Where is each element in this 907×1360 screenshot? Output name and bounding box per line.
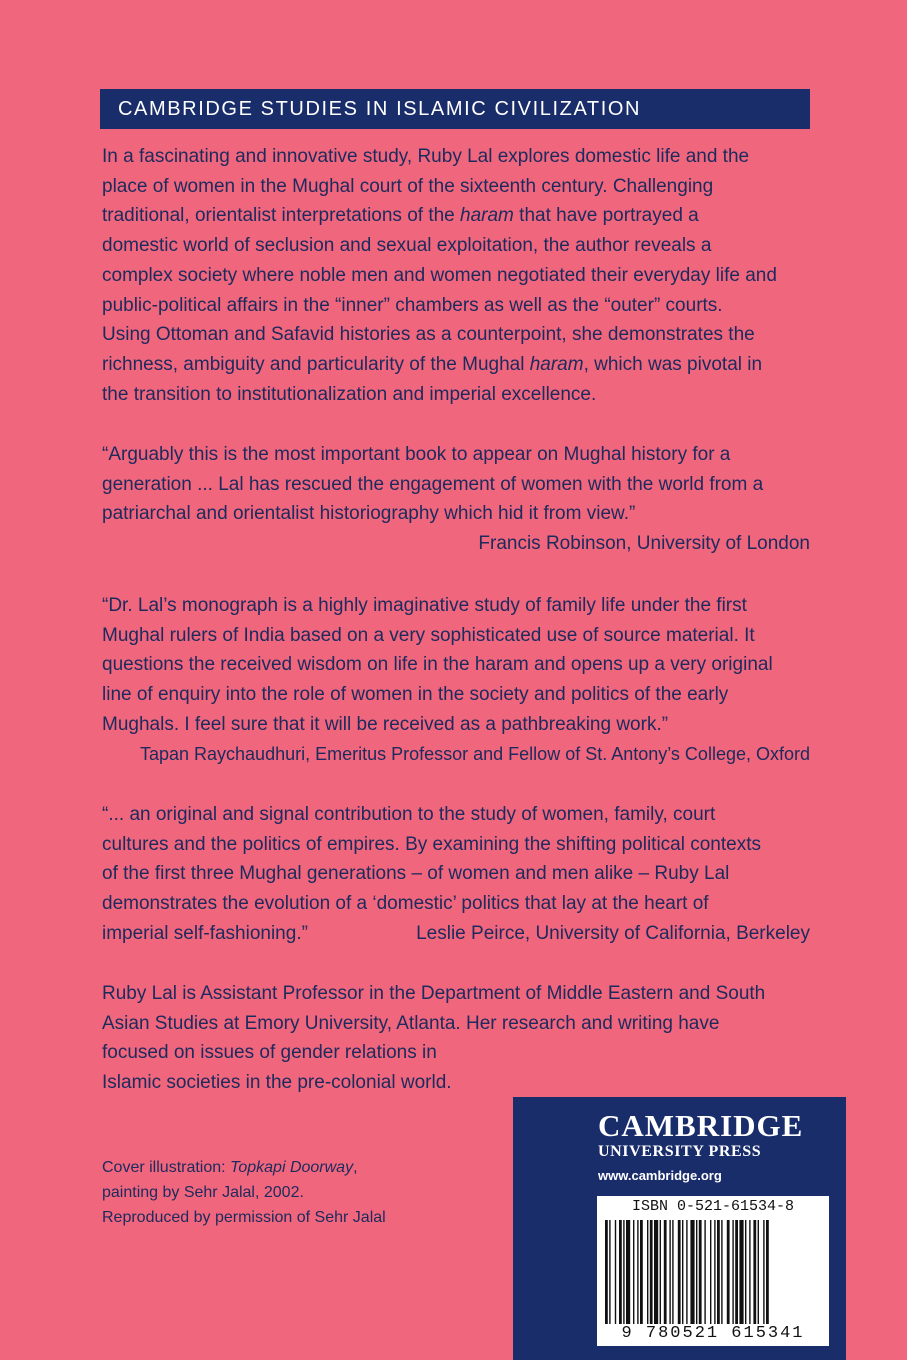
- bio-line: Ruby Lal is Assistant Professor in the Department of Middle Eastern and South: [102, 983, 766, 1004]
- barcode-bar: [626, 1220, 630, 1324]
- barcode-bar: [739, 1220, 743, 1324]
- review-quote: [102, 800, 810, 949]
- barcode-bar: [749, 1220, 750, 1324]
- credit-text: ,: [353, 1159, 358, 1176]
- isbn-label: ISBN 0-521-61534-8: [631, 1198, 795, 1215]
- barcode-bar: [714, 1220, 715, 1324]
- quote-attribution: Francis Robinson, University of London: [478, 533, 810, 555]
- quote-line: “Arguably this is the most important book to appear on Mughal history for a: [102, 444, 731, 465]
- publisher-press: UNIVERSITY PRESS: [598, 1143, 762, 1160]
- quote-line: line of enquiry into the role of women in the society and politics of the early: [102, 684, 729, 706]
- blurb-text: , which was pivotal in: [583, 353, 763, 375]
- barcode-bar: [710, 1220, 711, 1324]
- barcode-bar: [615, 1220, 616, 1324]
- blurb-line: place of women in the Mughal court of the sixteenth century. Challenging: [102, 175, 714, 197]
- barcode-bar: [763, 1220, 764, 1324]
- credit-title: Topkapi Doorway: [230, 1159, 354, 1176]
- credit-line: [102, 1155, 432, 1180]
- barcode-bar: [732, 1220, 733, 1324]
- barcode-bar: [623, 1220, 624, 1324]
- blurb-line: the transition to institutionalization and imperial excellence.: [102, 383, 597, 405]
- bio-line: Asian Studies at Emory University, Atlanta. Her research and writing have: [102, 1012, 720, 1034]
- barcode-bar: [609, 1220, 610, 1324]
- credit-line: Reproduced by permission of Sehr Jalal: [102, 1209, 386, 1226]
- quote-attribution: Tapan Raychaudhuri, Emeritus Professor and Fellow of St. Antony’s College, Oxford: [139, 743, 810, 764]
- ean-number: 9 780521 615341: [621, 1324, 805, 1343]
- barcode-bar: [672, 1220, 673, 1324]
- barcode-bar: [753, 1220, 756, 1324]
- barcode-bar: [686, 1220, 687, 1324]
- quote-line: “Dr. Lal’s monograph is a highly imaginative study of family life under the first: [102, 595, 747, 616]
- quote-line: questions the received wisdom on life in the haram and opens up a very original: [102, 654, 773, 676]
- bio-line: focused on issues of gender relations in: [102, 1042, 437, 1064]
- blurb-line: [102, 350, 810, 380]
- barcode-bar: [745, 1220, 746, 1324]
- blurb-text: that have portrayed a: [513, 205, 699, 227]
- barcode-bar: [727, 1220, 730, 1324]
- quote-line: demonstrates the evolution of a ‘domestic’ politics that lay at the heart of: [102, 893, 709, 915]
- barcode-bar: [605, 1220, 608, 1324]
- credit-text: Cover illustration:: [102, 1159, 231, 1176]
- barcode-bar: [721, 1220, 722, 1324]
- blurb-italic: haram: [460, 205, 514, 227]
- quote-line: imperial self-fashioning.”: [102, 922, 308, 944]
- bio-line: Islamic societies in the pre-colonial world.: [102, 1072, 452, 1094]
- barcode-bar: [619, 1220, 622, 1324]
- barcode-bar: [766, 1220, 769, 1324]
- barcode-bar: [637, 1220, 638, 1324]
- barcode: [597, 1196, 829, 1346]
- publisher-name: CAMBRIDGE: [598, 1108, 804, 1143]
- author-bio: [102, 979, 810, 1098]
- barcode-bar: [717, 1220, 720, 1324]
- blurb-line: In a fascinating and innovative study, Ruby Lal explores domestic life and the: [102, 146, 750, 167]
- review-quote: [102, 440, 810, 559]
- series-banner: [100, 89, 810, 129]
- quote-line: patriarchal and orientalist historiography which hid it from view.”: [102, 503, 636, 525]
- blurb-line: public-political affairs in the “inner” chambers as well as the “outer” courts.: [102, 294, 723, 316]
- blurb-line: Using Ottoman and Safavid histories as a counterpoint, she demonstrates the: [102, 324, 755, 346]
- blurb-text: richness, ambiguity and particularity of the Mughal: [102, 353, 530, 375]
- blurb-line: domestic world of seclusion and sexual exploitation, the author reveals a: [102, 235, 712, 257]
- barcode-bar: [735, 1220, 738, 1324]
- blurb-line: complex society where noble men and women negotiated their everyday life and: [102, 264, 777, 286]
- publisher-block: [513, 1097, 846, 1360]
- barcode-bar: [682, 1220, 683, 1324]
- barcode-bar: [678, 1220, 681, 1324]
- quote-attribution: Leslie Peirce, University of California, Berkeley: [416, 922, 810, 944]
- description-blurb: [102, 142, 810, 409]
- barcode-bar: [647, 1220, 648, 1324]
- barcode-bar: [640, 1220, 643, 1324]
- quote-last-line: [102, 919, 810, 949]
- barcode-bar: [664, 1220, 667, 1324]
- quote-line: Mughal rulers of India based on a very sophisticated use of source material. It: [102, 624, 755, 646]
- barcode-bar: [633, 1220, 634, 1324]
- barcode-bar: [660, 1220, 661, 1324]
- barcode-bar: [699, 1220, 702, 1324]
- quote-line: “... an original and signal contribution to the study of women, family, court: [102, 804, 716, 825]
- review-quote: [102, 591, 810, 769]
- barcode-bar: [654, 1220, 658, 1324]
- barcode-bars: [605, 1220, 821, 1324]
- blurb-line: [102, 201, 810, 231]
- barcode-bar: [690, 1220, 694, 1324]
- barcode-bar: [669, 1220, 670, 1324]
- quote-line: Mughals. I feel sure that it will be received as a pathbreaking work.”: [102, 713, 669, 735]
- quote-line: of the first three Mughal generations – of women and men alike – Ruby Lal: [102, 863, 730, 885]
- blurb-italic: haram: [529, 353, 584, 375]
- barcode-bar: [650, 1220, 653, 1324]
- blurb-text: traditional, orientalist interpretations of the: [102, 205, 461, 227]
- barcode-bar: [704, 1220, 705, 1324]
- quote-line: generation ... Lal has rescued the engagement of women with the world from a: [102, 473, 764, 495]
- cover-credit: [102, 1155, 432, 1230]
- credit-line: painting by Sehr Jalal, 2002.: [102, 1184, 304, 1201]
- series-title: CAMBRIDGE STUDIES IN ISLAMIC CIVILIZATION: [118, 97, 642, 120]
- publisher-url: www.cambridge.org: [598, 1168, 722, 1183]
- quote-line: cultures and the politics of empires. By examining the shifting political contexts: [102, 833, 761, 855]
- barcode-bar: [758, 1220, 759, 1324]
- barcode-bar: [696, 1220, 697, 1324]
